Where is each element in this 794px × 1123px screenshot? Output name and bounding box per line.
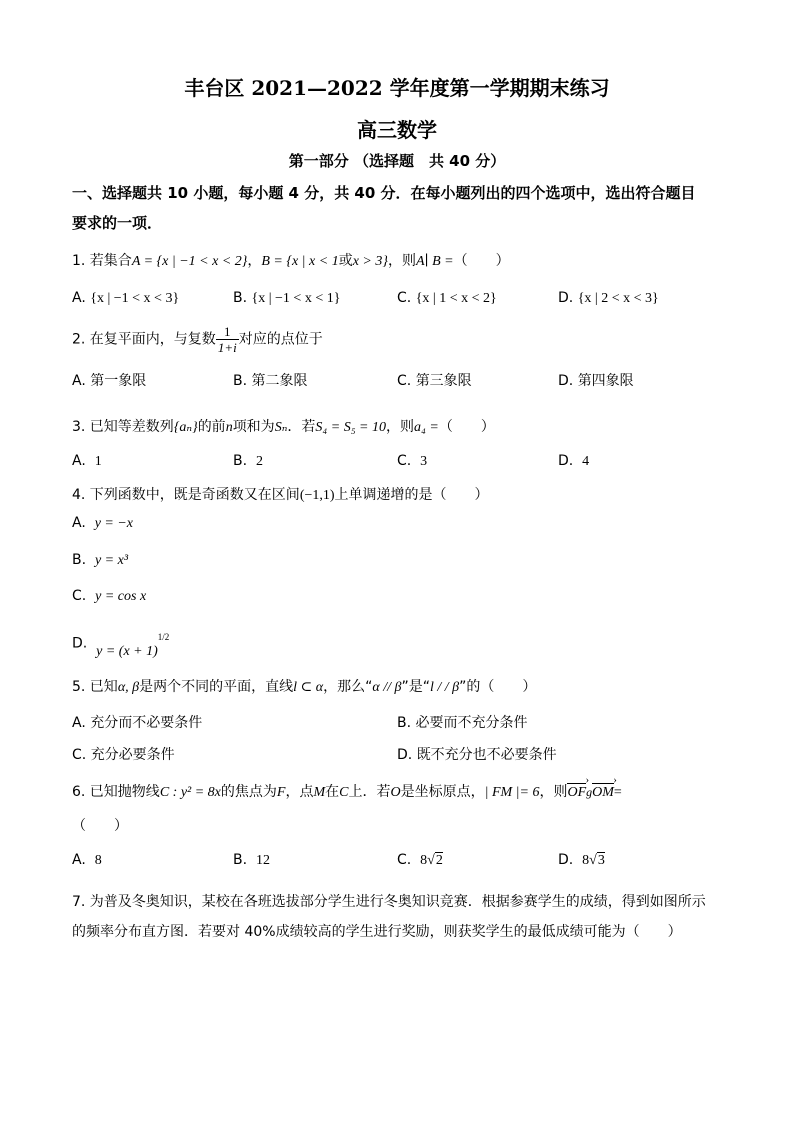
q5-condition-2: l / / β: [430, 680, 460, 695]
question-2: [72, 324, 323, 355]
q1-set-b: B = {x | x < 1: [261, 254, 339, 269]
option-label: D.: [72, 635, 88, 652]
section-instruction-line1: 一、选择题共 10 小题，每小题 4 分，共 40 分．在每小题列出的四个选项中，选出符合题目: [72, 184, 696, 202]
question-6: [72, 781, 622, 801]
q4-option-a[interactable]: [72, 515, 133, 532]
option-label: D.: [397, 747, 413, 763]
option-text: y = cos x: [95, 589, 147, 604]
option-text: {x | −1 < x < 3}: [90, 291, 180, 306]
option-text: 充分而不必要条件: [90, 715, 203, 731]
section-instruction-line2: 要求的一项．: [72, 214, 163, 232]
q1-option-b[interactable]: [233, 290, 340, 307]
radicand: 2: [435, 853, 443, 868]
option-label: C.: [397, 852, 412, 868]
option-label: C.: [72, 588, 87, 604]
radical-sign: √: [427, 853, 435, 868]
q3-paren: （ ）: [438, 419, 495, 435]
q3-text: 的前: [197, 419, 226, 435]
q6-text: 上．若: [348, 784, 391, 800]
q5-option-d[interactable]: [397, 744, 557, 764]
q6-prefix: 6. 已知抛物线: [72, 784, 160, 800]
q6-c: C: [339, 785, 349, 800]
option-label: D.: [558, 290, 574, 306]
option-label: D.: [558, 453, 574, 469]
option-text: 8: [94, 853, 102, 868]
option-text: 8: [582, 853, 590, 868]
q2-suffix: 对应的点位于: [238, 331, 323, 348]
option-text: 3: [420, 454, 428, 469]
q1-comma: ，: [247, 253, 262, 269]
q6-paren: （ ）: [72, 818, 128, 834]
option-text: 12: [255, 853, 270, 868]
q5-option-b[interactable]: [397, 712, 528, 732]
q2-prefix: 2. 在复平面内，与复数: [72, 331, 216, 348]
q3-condition: S₄ = S₅ = 10: [315, 420, 387, 435]
q2-denominator: 1+i: [217, 340, 237, 355]
q5-option-c[interactable]: [72, 744, 175, 764]
q3-option-c[interactable]: [397, 453, 427, 470]
option-label: A.: [72, 852, 86, 868]
option-label: D.: [558, 373, 574, 389]
q6-option-b[interactable]: [233, 852, 270, 869]
option-text: 既不充分也不必要条件: [416, 747, 557, 763]
option-label: B.: [233, 373, 248, 389]
q2-option-b[interactable]: [233, 370, 308, 390]
q1-option-c[interactable]: [397, 290, 497, 307]
q4-suffix: 上单调递增的是（ ）: [334, 487, 489, 503]
option-text: 充分必要条件: [90, 747, 175, 763]
question-7-line1: 7. 为普及冬奥知识，某校在各班选拔部分学生进行冬奥知识竞赛．根据参赛学生的成绩，得到如图所示: [72, 894, 706, 910]
q6-option-c[interactable]: [397, 852, 443, 869]
q6-option-a[interactable]: [72, 852, 102, 869]
option-label: A.: [72, 515, 86, 531]
option-text: 第三象限: [415, 373, 472, 389]
radicand: 3: [597, 853, 605, 868]
q3-text: 项和为: [232, 419, 275, 435]
option-label: A.: [72, 715, 86, 731]
q6-curve: C : y² = 8x: [159, 785, 221, 800]
q5-relation: l ⊂ α: [293, 680, 324, 695]
q4-prefix: 4. 下列函数中，既是奇函数又在区间: [72, 487, 300, 503]
q3-ask: a₄ =: [414, 420, 439, 435]
q4-option-c[interactable]: [72, 588, 146, 605]
q6-text: ，则: [539, 784, 568, 800]
option-text: y = −x: [94, 516, 134, 531]
q4-interval: (−1,1): [299, 488, 335, 503]
q4-option-d[interactable]: [72, 632, 170, 659]
option-label: D.: [558, 852, 574, 868]
q5-condition-1: α // β: [372, 680, 402, 695]
q6-m: M: [313, 785, 326, 800]
option-text: y = x³: [94, 553, 129, 568]
q5-text: 是两个不同的平面，直线: [139, 679, 294, 695]
option-text: 第二象限: [251, 373, 308, 389]
q1-option-a[interactable]: [72, 290, 179, 307]
q4-option-b[interactable]: [72, 552, 128, 569]
option-label: C.: [397, 373, 412, 389]
q1-paren: （ ）: [453, 253, 510, 269]
q1-set-b2: x > 3}: [352, 254, 388, 269]
subject-title: 高三数学: [357, 118, 437, 142]
q2-option-a[interactable]: [72, 370, 146, 390]
option-label: A.: [72, 453, 86, 469]
option-label: A.: [72, 373, 86, 389]
question-4: [72, 484, 489, 504]
option-text: 2: [255, 454, 263, 469]
q1-or: 或: [338, 253, 353, 269]
option-text: 1: [94, 454, 102, 469]
option-text: 必要而不充分条件: [415, 715, 528, 731]
part-heading: 第一部分 （选择题 共 40 分）: [288, 152, 506, 170]
option-label: C.: [397, 453, 412, 469]
option-text: 第一象限: [90, 373, 147, 389]
question-7-line2: 的频率分布直方图．若要对 40%成绩较高的学生进行奖励，则获奖学生的最低成绩可能为（ ）: [72, 924, 682, 940]
q2-option-c[interactable]: [397, 370, 472, 390]
exam-title: 丰台区 2021—2022 学年度第一学期期末练习: [184, 76, 610, 100]
option-text: y = (x + 1): [96, 643, 158, 659]
option-text: {x | −1 < x < 1}: [251, 291, 341, 306]
q1-set-a: A = {x | −1 < x < 2}: [131, 254, 248, 269]
q5-text: ，那么“: [323, 679, 373, 695]
q3-prefix: 3. 已知等差数列: [72, 419, 174, 435]
q6-text: 在: [325, 784, 340, 800]
option-text: 第四象限: [577, 373, 634, 389]
q3-text: ．若: [287, 419, 316, 435]
q5-option-a[interactable]: [72, 712, 202, 732]
question-1: [72, 250, 510, 270]
q6-text: ，点: [285, 784, 314, 800]
question-5: [72, 676, 536, 696]
q1-tail: ，则: [387, 253, 416, 269]
q5-text: ”的（ ）: [459, 679, 537, 695]
q2-fraction: [216, 324, 239, 355]
q6-option-d[interactable]: [558, 852, 605, 869]
q6-distance: | FM |= 6: [484, 785, 540, 800]
q3-option-a[interactable]: [72, 453, 102, 470]
radical-sign: √: [589, 853, 597, 868]
q3-n: n: [225, 420, 233, 435]
q6-dot: g: [586, 785, 593, 799]
option-label: C.: [72, 747, 87, 763]
q1-prefix: 1. 若集合: [72, 253, 132, 269]
question-3: [72, 416, 495, 436]
q6-text: 是坐标原点，: [400, 784, 485, 800]
q3-option-d[interactable]: [558, 453, 589, 470]
q3-text: ，则: [386, 419, 415, 435]
option-text: {x | 2 < x < 3}: [577, 291, 659, 306]
q3-option-b[interactable]: [233, 453, 263, 470]
q6-vector-om: OM ›: [592, 785, 614, 801]
option-text: 4: [582, 454, 590, 469]
q6-equals: =: [613, 785, 622, 800]
q3-sn: Sₙ: [274, 420, 288, 435]
q2-option-d[interactable]: [558, 370, 634, 390]
option-label: A.: [72, 290, 86, 306]
q6-o: O: [390, 785, 401, 800]
option-label: B.: [233, 852, 248, 868]
q5-planes: α, β: [117, 680, 140, 695]
option-label: B.: [397, 715, 412, 731]
option-exponent: 1/2: [157, 632, 170, 642]
option-text: {x | 1 < x < 2}: [415, 291, 497, 306]
q1-expression: A∣ B =: [415, 254, 454, 269]
q5-text: ”是“: [401, 679, 430, 695]
q5-prefix: 5. 已知: [72, 679, 118, 695]
q1-option-d[interactable]: [558, 290, 659, 307]
option-label: C.: [397, 290, 412, 306]
option-label: B.: [233, 290, 248, 306]
q3-sequence: {aₙ}: [173, 420, 198, 435]
option-text: 8: [420, 853, 428, 868]
option-label: B.: [72, 552, 87, 568]
q6-vector-of: OF ›: [567, 785, 586, 801]
q6-text: 的焦点为: [220, 784, 277, 800]
q6-f: F: [276, 785, 286, 800]
option-label: B.: [233, 453, 248, 469]
q2-numerator: 1: [216, 324, 239, 340]
